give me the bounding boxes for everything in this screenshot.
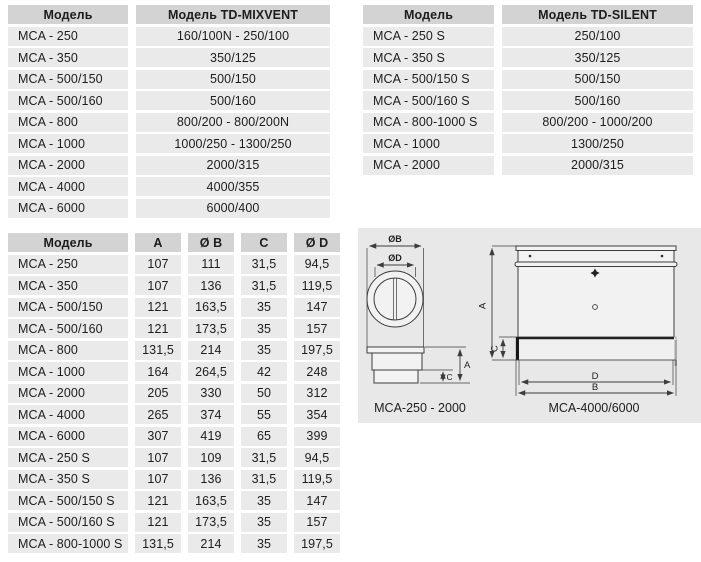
value-cell: 55 [241, 405, 287, 424]
value-cell: 173,5 [188, 513, 234, 532]
value-cell: 65 [241, 427, 287, 446]
model-cell: MCA - 500/150 [8, 298, 128, 317]
dim-label-a-left: A [464, 360, 471, 371]
value-cell: 147 [294, 298, 340, 317]
value-cell: 374 [188, 405, 234, 424]
model-cell: MCA - 4000 [8, 177, 128, 196]
table-row [363, 91, 693, 110]
dim-label-c-right: C [489, 345, 501, 352]
value-cell: 500/150 [502, 70, 693, 89]
model-cell: MCA - 350 [8, 276, 128, 295]
column-header: Модель TD-MIXVENT [136, 5, 330, 24]
value-cell: 121 [135, 298, 181, 317]
dim-label-a-right: A [477, 302, 489, 310]
model-cell: MCA - 4000 [8, 405, 128, 424]
value-cell: 111 [188, 255, 234, 274]
value-cell: 1300/250 [502, 134, 693, 153]
value-cell: 35 [241, 534, 287, 553]
dim-label-od: ØD [388, 253, 402, 263]
side-view-drawing [478, 246, 678, 415]
table-row [8, 177, 330, 196]
value-cell: 312 [294, 384, 340, 403]
value-cell: 500/160 [136, 91, 330, 110]
value-cell: 160/100N - 250/100 [136, 27, 330, 46]
value-cell: 136 [188, 470, 234, 489]
value-cell: 31,5 [241, 470, 287, 489]
table-row [363, 134, 693, 153]
spigot-profile [374, 370, 418, 383]
table-row [363, 113, 693, 132]
table-row [8, 91, 330, 110]
value-cell: 107 [135, 470, 181, 489]
value-cell: 121 [135, 319, 181, 338]
model-cell: MCA - 500/160 [8, 319, 128, 338]
value-cell: 1000/250 - 1300/250 [136, 134, 330, 153]
model-cell: MCA - 500/150 [8, 70, 128, 89]
table-row [8, 113, 330, 132]
dimensions-table [8, 233, 340, 556]
column-header: Ø B [188, 233, 234, 252]
model-cell: MCA - 800 [8, 113, 128, 132]
value-cell: 35 [241, 341, 287, 360]
value-cell: 500/160 [502, 91, 693, 110]
model-cell: MCA - 1000 [8, 134, 128, 153]
value-cell: 419 [188, 427, 234, 446]
model-cell: MCA - 800-1000 S [8, 534, 128, 553]
model-cell: MCA - 1000 [363, 134, 494, 153]
table-row [8, 513, 340, 532]
value-cell: 136 [188, 276, 234, 295]
value-cell: 121 [135, 513, 181, 532]
table-row [8, 341, 340, 360]
screw-dot [661, 255, 664, 258]
diagram-panel [358, 228, 701, 423]
model-cell: MCA - 800 [8, 341, 128, 360]
table-row [8, 276, 340, 295]
column-header: C [241, 233, 287, 252]
value-cell: 157 [294, 513, 340, 532]
value-cell: 107 [135, 276, 181, 295]
column-header: Модель [363, 5, 494, 24]
screw-dot [529, 255, 532, 258]
model-cell: MCA - 500/150 S [363, 70, 494, 89]
value-cell: 121 [135, 491, 181, 510]
value-cell: 35 [241, 298, 287, 317]
column-header: Модель [8, 233, 128, 252]
table-row [8, 427, 340, 446]
value-cell: 2000/315 [136, 156, 330, 175]
value-cell: 399 [294, 427, 340, 446]
table-row [8, 156, 330, 175]
top-flange [516, 246, 676, 251]
model-cell: MCA - 250 [8, 27, 128, 46]
value-cell: 173,5 [188, 319, 234, 338]
value-cell: 197,5 [294, 341, 340, 360]
front-view-drawing [367, 234, 471, 415]
value-cell: 330 [188, 384, 234, 403]
table-row [8, 48, 330, 67]
value-cell: 147 [294, 491, 340, 510]
table-row [8, 70, 330, 89]
value-cell: 205 [135, 384, 181, 403]
value-cell: 107 [135, 255, 181, 274]
model-cell: MCA - 800-1000 S [363, 113, 494, 132]
value-cell: 354 [294, 405, 340, 424]
model-cell: MCA - 2000 [363, 156, 494, 175]
table-row [8, 362, 340, 381]
side-view-caption: MCA-4000/6000 [548, 401, 640, 415]
model-cell: MCA - 350 [8, 48, 128, 67]
dim-label-c-left: C [446, 372, 453, 382]
value-cell: 31,5 [241, 448, 287, 467]
bottom-duct-band [516, 337, 676, 360]
model-cell: MCA - 500/160 [8, 91, 128, 110]
value-cell: 248 [294, 362, 340, 381]
value-cell: 35 [241, 491, 287, 510]
model-cell: MCA - 250 [8, 255, 128, 274]
value-cell: 157 [294, 319, 340, 338]
table-row [363, 48, 693, 67]
value-cell: 107 [135, 448, 181, 467]
value-cell: 131,5 [135, 534, 181, 553]
model-cell: MCA - 250 S [363, 27, 494, 46]
table-row [8, 470, 340, 489]
dim-label-d: D [591, 371, 599, 382]
table-header-row [363, 5, 693, 24]
model-cell: MCA - 350 S [8, 470, 128, 489]
table-row [8, 491, 340, 510]
value-cell: 350/125 [136, 48, 330, 67]
value-cell: 94,5 [294, 448, 340, 467]
table-row [8, 255, 340, 274]
value-cell: 42 [241, 362, 287, 381]
table-row [8, 199, 330, 218]
value-cell: 250/100 [502, 27, 693, 46]
bead-rib [515, 262, 677, 267]
value-cell: 307 [135, 427, 181, 446]
table-row [8, 319, 340, 338]
value-cell: 163,5 [188, 298, 234, 317]
column-header: Ø D [294, 233, 340, 252]
column-header: Модель TD-SILENT [502, 5, 693, 24]
table-row [363, 156, 693, 175]
value-cell: 163,5 [188, 491, 234, 510]
table-row [8, 134, 330, 153]
value-cell: 109 [188, 448, 234, 467]
value-cell: 214 [188, 341, 234, 360]
value-cell: 265 [135, 405, 181, 424]
table-row [363, 70, 693, 89]
value-cell: 800/200 - 800/200N [136, 113, 330, 132]
flange-profile [367, 347, 424, 353]
table-row [8, 534, 340, 553]
model-cell: MCA - 6000 [8, 427, 128, 446]
technical-drawing [358, 228, 701, 423]
value-cell: 500/150 [136, 70, 330, 89]
model-cell: MCA - 500/160 S [8, 513, 128, 532]
model-cell: MCA - 500/150 S [8, 491, 128, 510]
value-cell: 2000/315 [502, 156, 693, 175]
value-cell: 94,5 [294, 255, 340, 274]
value-cell: 164 [135, 362, 181, 381]
body-profile [372, 353, 422, 370]
model-cell: MCA - 2000 [8, 384, 128, 403]
silent-table [363, 5, 693, 177]
value-cell: 31,5 [241, 276, 287, 295]
damper-inner-circle [374, 278, 416, 320]
value-cell: 50 [241, 384, 287, 403]
mixvent-table [8, 5, 330, 220]
value-cell: 197,5 [294, 534, 340, 553]
value-cell: 350/125 [502, 48, 693, 67]
value-cell: 35 [241, 319, 287, 338]
table-row [363, 27, 693, 46]
dim-label-ob: ØB [388, 234, 402, 244]
model-cell: MCA - 250 S [8, 448, 128, 467]
table-header-row [8, 233, 340, 252]
table-row [8, 405, 340, 424]
table-row [8, 298, 340, 317]
model-cell: MCA - 2000 [8, 156, 128, 175]
front-view-caption: MCA-250 - 2000 [374, 401, 466, 415]
value-cell: 119,5 [294, 276, 340, 295]
value-cell: 35 [241, 513, 287, 532]
model-cell: MCA - 6000 [8, 199, 128, 218]
column-header: A [135, 233, 181, 252]
table-row [8, 384, 340, 403]
value-cell: 119,5 [294, 470, 340, 489]
model-cell: MCA - 1000 [8, 362, 128, 381]
value-cell: 800/200 - 1000/200 [502, 113, 693, 132]
dim-label-b: B [591, 382, 599, 393]
table-row [8, 27, 330, 46]
model-cell: MCA - 350 S [363, 48, 494, 67]
value-cell: 31,5 [241, 255, 287, 274]
value-cell: 4000/355 [136, 177, 330, 196]
value-cell: 264,5 [188, 362, 234, 381]
value-cell: 214 [188, 534, 234, 553]
column-header: Модель [8, 5, 128, 24]
table-row [8, 448, 340, 467]
value-cell: 131,5 [135, 341, 181, 360]
table-header-row [8, 5, 330, 24]
value-cell: 6000/400 [136, 199, 330, 218]
model-cell: MCA - 500/160 S [363, 91, 494, 110]
